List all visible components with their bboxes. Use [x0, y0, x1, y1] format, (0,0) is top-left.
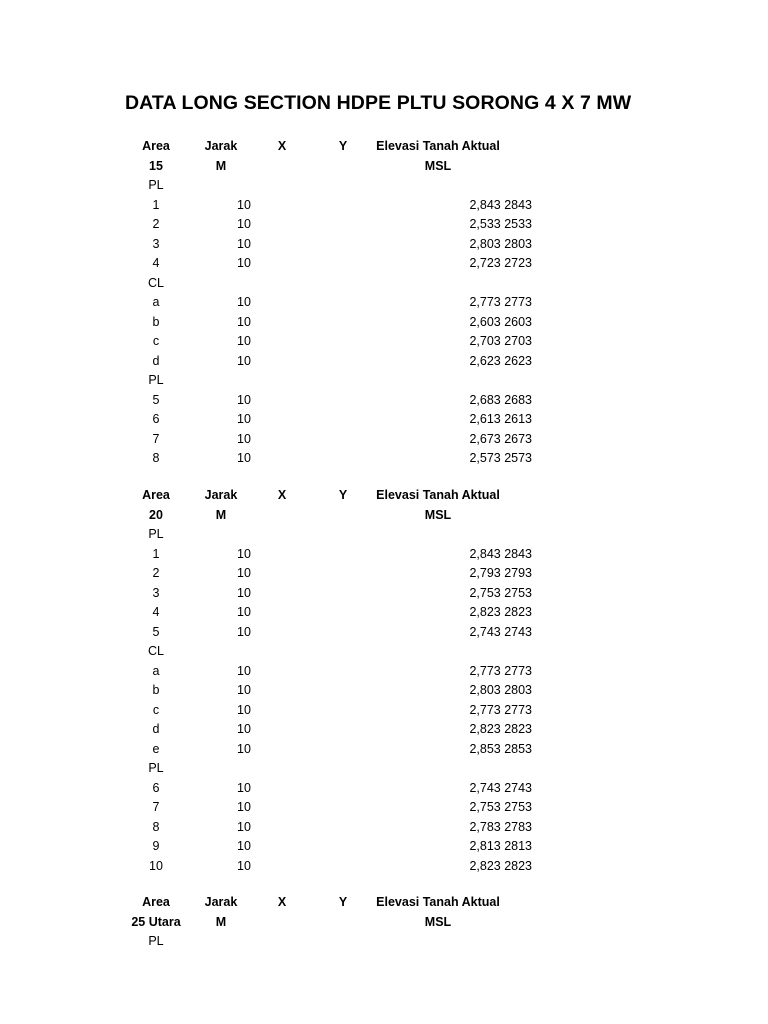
- table-row: [0, 449, 768, 469]
- header-area: Area: [142, 488, 170, 502]
- table-row: [0, 857, 768, 877]
- table-row: [0, 313, 768, 333]
- unit-m: M: [215, 158, 227, 173]
- jarak-value: 10: [237, 819, 251, 834]
- elevation-value: 2,703 2703: [469, 334, 532, 348]
- table-row: [0, 584, 768, 604]
- jarak-value: 10: [237, 412, 251, 426]
- jarak-value: 10: [237, 800, 251, 814]
- point-id: 8: [152, 819, 160, 834]
- table-row: [0, 603, 768, 623]
- jarak-value: 10: [237, 605, 251, 619]
- jarak-value: 10: [237, 780, 251, 795]
- table-row: [0, 720, 768, 740]
- table-row: [0, 818, 768, 838]
- table-row: [0, 215, 768, 235]
- group-label-row: [0, 371, 768, 391]
- elevation-value: 2,823 2823: [469, 605, 532, 619]
- elevation-value: 2,823 2823: [469, 722, 532, 736]
- jarak-value: 10: [237, 624, 251, 639]
- jarak-value: 10: [237, 451, 251, 465]
- header-row: [0, 137, 768, 157]
- header-row: [0, 893, 768, 913]
- group-label: PL: [148, 527, 164, 541]
- elevation-value: 2,533 2533: [469, 217, 532, 231]
- table-row: [0, 623, 768, 643]
- point-id: 5: [152, 624, 160, 639]
- table-row: [0, 779, 768, 799]
- point-id: 1: [152, 197, 160, 212]
- group-label-row: [0, 642, 768, 662]
- table-row: [0, 701, 768, 721]
- jarak-value: 10: [237, 197, 251, 212]
- jarak-value: 10: [237, 702, 251, 717]
- group-label: PL: [148, 178, 164, 192]
- header-jarak: Jarak: [204, 895, 238, 909]
- point-id: 3: [152, 236, 160, 251]
- group-label: PL: [148, 373, 164, 387]
- point-id: 2: [152, 566, 160, 580]
- jarak-value: 10: [237, 663, 251, 678]
- jarak-value: 10: [237, 566, 251, 580]
- unit-m: M: [215, 507, 227, 522]
- jarak-value: 10: [237, 256, 251, 270]
- document-title: DATA LONG SECTION HDPE PLTU SORONG 4 X 7 MW: [125, 92, 632, 114]
- point-id: 6: [152, 412, 160, 426]
- jarak-value: 10: [237, 431, 251, 446]
- elevation-value: 2,843 2843: [469, 197, 532, 212]
- header-jarak: Jarak: [204, 139, 238, 153]
- jarak-value: 10: [237, 839, 251, 853]
- elevation-value: 2,573 2573: [469, 451, 532, 465]
- jarak-value: 10: [237, 334, 251, 348]
- point-id: e: [152, 741, 160, 756]
- jarak-value: 10: [237, 295, 251, 309]
- unit-msl: MSL: [424, 507, 452, 522]
- area-section: [0, 893, 768, 952]
- header-y: Y: [338, 895, 348, 909]
- elevation-value: 2,673 2673: [469, 431, 532, 446]
- elevation-value: 2,753 2753: [469, 585, 532, 600]
- table-row: [0, 681, 768, 701]
- subheader-row: [0, 157, 768, 177]
- jarak-value: 10: [237, 683, 251, 697]
- point-id: a: [152, 663, 160, 678]
- table-row: [0, 293, 768, 313]
- header-area: Area: [142, 895, 170, 909]
- table-row: [0, 798, 768, 818]
- unit-msl: MSL: [424, 158, 452, 173]
- header-jarak: Jarak: [204, 488, 238, 502]
- jarak-value: 10: [237, 314, 251, 329]
- table-row: [0, 430, 768, 450]
- group-label-row: [0, 759, 768, 779]
- point-id: 3: [152, 585, 160, 600]
- elevation-value: 2,853 2853: [469, 741, 532, 756]
- subheader-row: [0, 913, 768, 933]
- jarak-value: 10: [237, 741, 251, 756]
- unit-m: M: [215, 914, 227, 929]
- elevation-value: 2,613 2613: [469, 412, 532, 426]
- table-row: [0, 564, 768, 584]
- header-row: [0, 486, 768, 506]
- group-label: PL: [148, 761, 164, 775]
- point-id: 8: [152, 451, 160, 465]
- jarak-value: 10: [237, 858, 251, 873]
- elevation-value: 2,773 2773: [469, 702, 532, 717]
- header-area: Area: [142, 139, 170, 153]
- group-label: CL: [148, 275, 164, 290]
- jarak-value: 10: [237, 585, 251, 600]
- area-section: [0, 137, 768, 469]
- elevation-value: 2,743 2743: [469, 624, 532, 639]
- point-id: 10: [149, 858, 163, 873]
- table-row: [0, 740, 768, 760]
- table-row: [0, 837, 768, 857]
- group-label-row: [0, 932, 768, 952]
- elevation-value: 2,623 2623: [469, 353, 532, 368]
- elevation-value: 2,683 2683: [469, 392, 532, 407]
- area-name: 15: [149, 158, 163, 173]
- area-name: 20: [149, 507, 163, 522]
- point-id: d: [152, 722, 160, 736]
- elevation-value: 2,773 2773: [469, 663, 532, 678]
- header-elevasi: Elevasi Tanah Aktual: [376, 895, 500, 909]
- table-row: [0, 332, 768, 352]
- elevation-value: 2,753 2753: [469, 800, 532, 814]
- jarak-value: 10: [237, 546, 251, 561]
- elevation-value: 2,813 2813: [469, 839, 532, 853]
- header-elevasi: Elevasi Tanah Aktual: [376, 488, 500, 502]
- table-row: [0, 662, 768, 682]
- area-name: 25 Utara: [131, 914, 181, 929]
- point-id: 4: [152, 256, 160, 270]
- header-x: X: [277, 488, 287, 502]
- header-x: X: [277, 139, 287, 153]
- elevation-value: 2,793 2793: [469, 566, 532, 580]
- jarak-value: 10: [237, 722, 251, 736]
- elevation-value: 2,743 2743: [469, 780, 532, 795]
- header-y: Y: [338, 488, 348, 502]
- subheader-row: [0, 506, 768, 526]
- jarak-value: 10: [237, 392, 251, 407]
- header-y: Y: [338, 139, 348, 153]
- table-row: [0, 545, 768, 565]
- header-x: X: [277, 895, 287, 909]
- table-row: [0, 352, 768, 372]
- point-id: 1: [152, 546, 160, 561]
- elevation-value: 2,803 2803: [469, 683, 532, 697]
- group-label-row: [0, 274, 768, 294]
- point-id: 9: [152, 839, 160, 853]
- jarak-value: 10: [237, 236, 251, 251]
- point-id: 7: [152, 431, 160, 446]
- elevation-value: 2,603 2603: [469, 314, 532, 329]
- point-id: b: [152, 314, 160, 329]
- group-label-row: [0, 525, 768, 545]
- elevation-value: 2,823 2823: [469, 858, 532, 873]
- point-id: d: [152, 353, 160, 368]
- table-row: [0, 391, 768, 411]
- point-id: a: [152, 295, 160, 309]
- header-elevasi: Elevasi Tanah Aktual: [376, 139, 500, 153]
- jarak-value: 10: [237, 217, 251, 231]
- table-row: [0, 235, 768, 255]
- point-id: 2: [152, 217, 160, 231]
- group-label: CL: [148, 644, 164, 658]
- elevation-value: 2,773 2773: [469, 295, 532, 309]
- area-section: [0, 486, 768, 876]
- point-id: 7: [152, 800, 160, 814]
- point-id: c: [152, 334, 160, 348]
- unit-msl: MSL: [424, 914, 452, 929]
- jarak-value: 10: [237, 353, 251, 368]
- elevation-value: 2,723 2723: [469, 256, 532, 270]
- table-row: [0, 254, 768, 274]
- point-id: 6: [152, 780, 160, 795]
- point-id: 4: [152, 605, 160, 619]
- point-id: c: [152, 702, 160, 717]
- elevation-value: 2,803 2803: [469, 236, 532, 251]
- elevation-value: 2,783 2783: [469, 819, 532, 834]
- elevation-value: 2,843 2843: [469, 546, 532, 561]
- table-row: [0, 196, 768, 216]
- group-label-row: [0, 176, 768, 196]
- point-id: b: [152, 683, 160, 697]
- group-label: PL: [148, 934, 164, 948]
- point-id: 5: [152, 392, 160, 407]
- table-row: [0, 410, 768, 430]
